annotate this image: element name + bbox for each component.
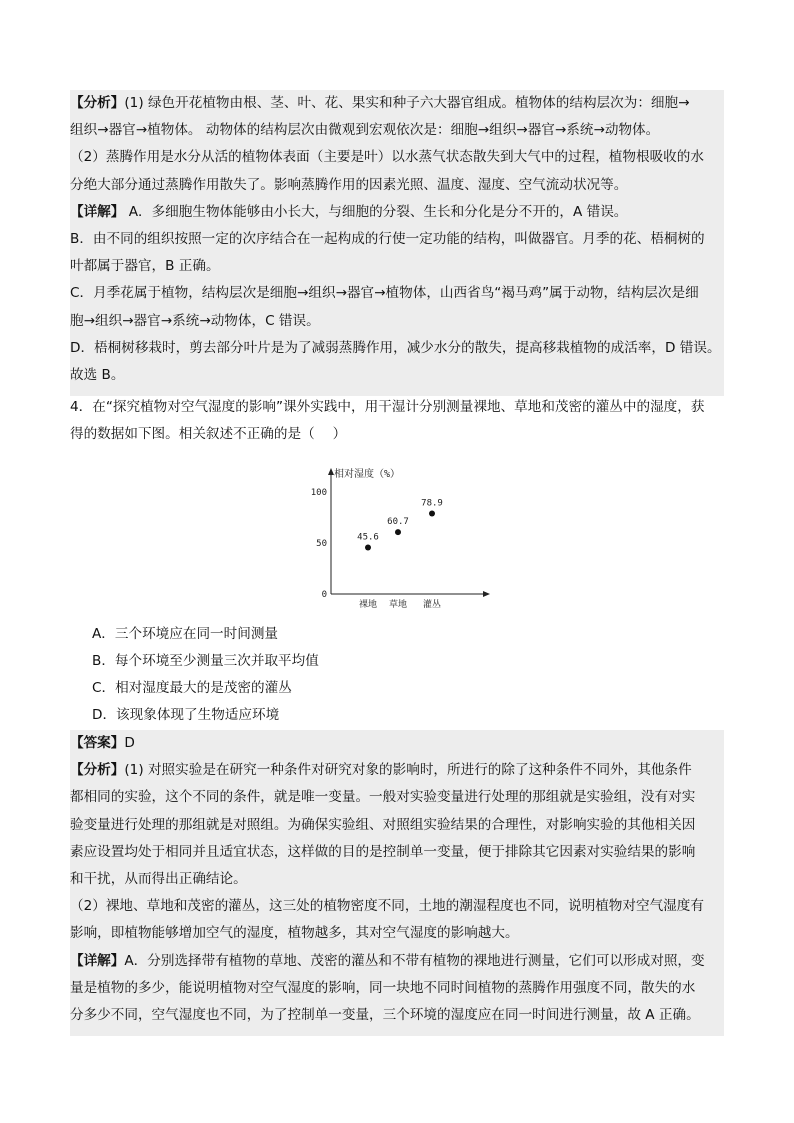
- y-axis-label: 相对湿度（%）: [334, 469, 401, 480]
- section-tag: 【分析】: [70, 95, 125, 111]
- text-line: 组织→器官→植物体。 动物体的结构层次由微观到宏观依次是：细胞→组织→器官→系统→动物体。: [70, 122, 660, 139]
- text-line: 【分析】(1) 对照实验是在研究一种条件对研究对象的影响时，所进行的除了这种条件不同外，其他条件: [70, 762, 692, 779]
- answer-block-q4: [70, 730, 724, 1036]
- analysis-block-q3: [70, 90, 724, 396]
- x-category-label: 裸地: [358, 600, 378, 610]
- data-point: [365, 544, 371, 550]
- section-tag: 【分析】: [70, 762, 125, 779]
- option-c[interactable]: C．相对湿度最大的是茂密的灌丛: [92, 680, 292, 696]
- text-line: 都相同的实验，这个不同的条件，就是唯一变量。一般对实验变量进行处理的那组就是实验组，没有对实: [70, 789, 696, 806]
- text-line: 影响，即植物能够增加空气的湿度，植物越多，其对空气湿度的影响越大。: [70, 925, 519, 942]
- text-line: 【分析】(1) 绿色开花植物由根、茎、叶、花、果实和种子六大器官组成。植物体的结构层次为：细胞→: [70, 95, 690, 111]
- x-category-label: 草地: [388, 600, 408, 610]
- x-category-label: 灌丛: [422, 600, 442, 610]
- y-tick-label: 50: [316, 539, 327, 549]
- humidity-chart: [300, 462, 500, 612]
- y-tick-label: 0: [321, 590, 327, 600]
- option-b[interactable]: B．每个环境至少测量三次并取平均值: [92, 653, 319, 669]
- text-line: 胞→组织→器官→系统→动物体，C 错误。: [70, 312, 320, 329]
- data-label: 60.7: [387, 517, 409, 528]
- section-tag: 【答案】: [70, 735, 125, 751]
- data-label: 45.6: [357, 532, 379, 543]
- text-line: 素应设置均处于相同并且适宜状态，这样做的目的是控制单一变量，便于排除其它因素对实验结果的影响: [70, 843, 696, 860]
- question-4-line-2: 得的数据如下图。相关叙述不正确的是（ ）: [70, 426, 347, 442]
- text-line: B．由不同的组织按照一定的次序结合在一起构成的行使一定功能的结构，叫做器官。月季的花、梧桐树的: [70, 231, 705, 248]
- text-line: 分绝大部分通过蒸腾作用散失了。影响蒸腾作用的因素光照、温度、湿度、空气流动状况等。: [70, 176, 628, 193]
- data-point: [395, 529, 401, 535]
- question-4-line-1: 4．在“探究植物对空气湿度的影响”课外实践中，用干湿计分别测量裸地、草地和茂密的灌丛中的湿度，获: [70, 399, 705, 415]
- data-label: 78.9: [421, 498, 443, 509]
- section-tag: 【详解】: [70, 203, 125, 220]
- y-tick-label: 100: [310, 488, 327, 498]
- text-line: （2）裸地、草地和茂密的灌丛，这三处的植物密度不同，土地的潮湿程度也不同，说明植物对空气湿度有: [70, 898, 704, 915]
- section-tag: 【详解】: [70, 952, 125, 969]
- option-a[interactable]: A．三个环境应在同一时间测量: [92, 626, 279, 642]
- text-line: 【详解】 A．多细胞生物体能够由小长大，与细胞的分裂、生长和分化是分不开的，A 错误。: [70, 203, 628, 220]
- text-line: 叶都属于器官，B 正确。: [70, 258, 220, 275]
- x-axis-arrow: [483, 591, 490, 597]
- text-line: C．月季花属于植物，结构层次是细胞→组织→器官→植物体，山西省鸟“褐马鸡”属于动物，结构层次是细: [70, 285, 699, 302]
- text-line: 和干扰，从而得出正确结论。: [70, 871, 247, 888]
- text-line: [70, 730, 724, 757]
- text-line: 【详解】A．分别选择带有植物的草地、茂密的灌丛和不带有植物的裸地进行测量，它们可以形成对照，变: [70, 952, 705, 969]
- text-line: （2）蒸腾作用是水分从活的植物体表面（主要是叶）以水蒸气状态散失到大气中的过程，植物根吸收的水: [70, 149, 704, 166]
- text-line: 故选 B。: [70, 367, 125, 384]
- text-line: D．梧桐树移栽时，剪去部分叶片是为了减弱蒸腾作用，减少水分的散失，提高移栽植物的成活率，D 错误。: [70, 339, 721, 356]
- data-point: [429, 511, 435, 517]
- option-d[interactable]: D．该现象体现了生物适应环境: [92, 707, 280, 723]
- text-line: 分多少不同，空气湿度也不同，为了控制单一变量，三个环境的湿度应在同一时间进行测量，故 A 正确。: [70, 1007, 700, 1024]
- text-line: 验变量进行处理的那组就是对照组。为确保实验组、对照组实验结果的合理性，对影响实验的其他相关因: [70, 816, 696, 833]
- answer-value: D: [124, 735, 135, 751]
- text-line: 量是植物的多少，能说明植物对空气湿度的影响，同一块地不同时间植物的蒸腾作用强度不同，散失的水: [70, 979, 696, 996]
